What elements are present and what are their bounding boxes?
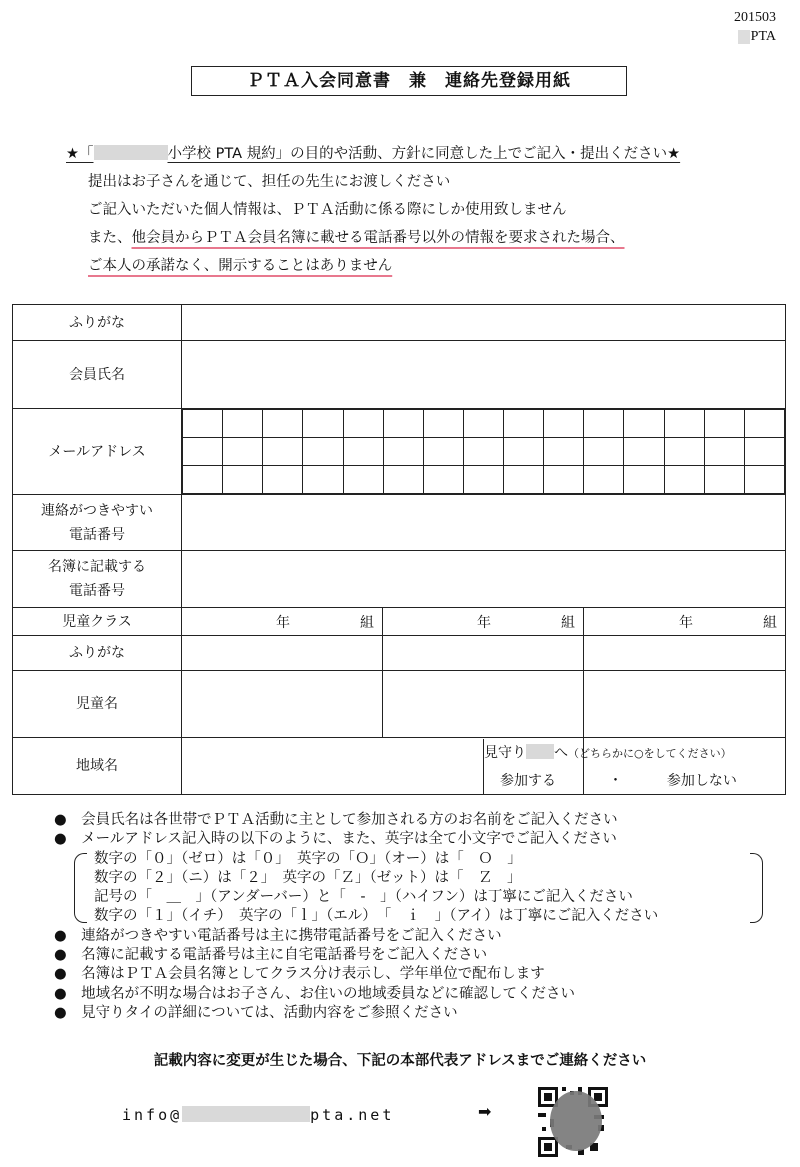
row-child-furigana bbox=[13, 636, 786, 671]
arrow-right-icon: ➡ bbox=[478, 1102, 492, 1121]
redacted-school-name bbox=[94, 145, 168, 160]
child-name-field-3[interactable] bbox=[584, 671, 786, 738]
child-furigana-field-1[interactable] bbox=[182, 636, 383, 671]
document-code bbox=[734, 8, 776, 46]
redacted-email-domain bbox=[182, 1106, 310, 1122]
note-item: ● 会員氏名は各世帯でＰＴＡ活動に主として参加される方のお名前をご記入ください bbox=[54, 812, 618, 828]
child-furigana-field-2[interactable] bbox=[383, 636, 584, 671]
child-furigana-field-3[interactable] bbox=[584, 636, 786, 671]
registration-form bbox=[12, 304, 786, 795]
document-code-org-label: PTA bbox=[750, 29, 776, 44]
member-name-label: 会員氏名 bbox=[13, 341, 182, 409]
row-email bbox=[13, 409, 786, 495]
page-title: ＰＴＡ入会同意書 兼 連絡先登録用紙 bbox=[191, 66, 627, 96]
row-furigana bbox=[13, 305, 786, 341]
mimamori-question: 見守り へ（どちらかに○をしてください） bbox=[484, 745, 732, 761]
furigana-label: ふりがな bbox=[13, 305, 182, 341]
note-subitem: 数字の「０」（ゼロ）は「０」 英字の「Ｏ」（オー）は「 Ｏ 」 bbox=[94, 850, 522, 867]
document-code-number: 201503 bbox=[734, 10, 776, 25]
directory-phone-label: 名簿に記載する 電話番号 bbox=[13, 551, 182, 608]
intro-privacy-underlined: 他会員からＰＴＡ会員名簿に載せる電話番号以外の情報を要求された場合、 bbox=[131, 230, 625, 246]
intro-text bbox=[66, 140, 766, 280]
child-name-field-1[interactable] bbox=[182, 671, 383, 738]
area-label: 地域名 bbox=[13, 738, 182, 795]
note-item: ● 名簿はＰＴＡ会員名簿としてクラス分け表示し、学年単位で配布します bbox=[54, 966, 545, 983]
qr-code[interactable] bbox=[536, 1085, 610, 1159]
option-join[interactable]: 参加する bbox=[500, 773, 556, 789]
directory-phone-field[interactable] bbox=[182, 551, 786, 608]
option-not-join[interactable]: 参加しない bbox=[666, 773, 737, 789]
contact-email[interactable] bbox=[122, 1106, 394, 1124]
child-class-field-2[interactable]: 年 組 bbox=[383, 608, 584, 636]
row-child-name bbox=[13, 671, 786, 738]
note-item: ● 名簿に記載する電話番号は主に自宅電話番号をご記入ください bbox=[54, 947, 488, 964]
child-name-field-2[interactable] bbox=[383, 671, 584, 738]
note-item: ● 連絡がつきやすい電話番号は主に携帯電話番号をご記入ください bbox=[54, 927, 502, 944]
intro-privacy-underlined-2: ご本人の承諾なく、開示することはありません bbox=[88, 258, 393, 274]
child-class-label: 児童クラス bbox=[13, 608, 182, 636]
intro-line-2: 提出はお子さんを通じて、担任の先生にお渡しください bbox=[88, 174, 451, 190]
note-subitem: 記号の「 ＿ 」（アンダーバー）と「 ‐ 」（ハイフン）は丁寧にご記入ください bbox=[94, 889, 633, 906]
note-subitem: 数字の「２」（ニ）は「２」 英字の「Ｚ」（ゼット）は「 Ｚ 」 bbox=[94, 869, 522, 886]
email-field[interactable] bbox=[182, 409, 786, 495]
left-bracket bbox=[74, 853, 87, 923]
email-grid[interactable] bbox=[182, 409, 785, 494]
note-item: ● 見守りタイの詳細については、活動内容をご参照ください bbox=[54, 1004, 458, 1021]
intro-line-5 bbox=[66, 252, 766, 280]
contact-phone-field[interactable] bbox=[182, 495, 786, 551]
row-contact-phone bbox=[13, 495, 786, 551]
area-divider bbox=[483, 739, 484, 795]
intro-line-4: また、他会員からＰＴＡ会員名簿に載せる電話番号以外の情報を要求された場合、 bbox=[88, 230, 625, 246]
furigana-field[interactable] bbox=[182, 305, 786, 341]
note-item: ● 地域名が不明な場合はお子さん、お住いの地域委員などに確認してください bbox=[54, 985, 576, 1002]
mimamori-choice[interactable] bbox=[484, 738, 786, 795]
intro-line-1 bbox=[66, 140, 766, 168]
contact-message: 記載内容に変更が生じた場合、下記の本部代表アドレスまでご連絡ください bbox=[153, 1053, 647, 1069]
member-name-field[interactable] bbox=[182, 341, 786, 409]
row-member-name bbox=[13, 341, 786, 409]
email-prefix: info@ bbox=[122, 1106, 183, 1124]
email-label: メールアドレス bbox=[13, 409, 182, 495]
row-child-class bbox=[13, 608, 786, 636]
redacted-mask bbox=[738, 30, 750, 44]
document-code-org bbox=[734, 27, 776, 46]
right-bracket bbox=[750, 853, 763, 923]
intro-agreement: ★「 小学校 PTA 規約」の目的や活動、方針に同意した上でご記入・提出ください★ bbox=[66, 146, 681, 162]
note-subitem: 数字の「１」（イチ） 英字の「ｌ」（エル） 「 ｉ 」（アイ）は丁寧にご記入ください bbox=[94, 908, 659, 925]
notes-list bbox=[54, 811, 784, 1023]
contact-phone-label: 連絡がつきやすい 電話番号 bbox=[13, 495, 182, 551]
mimamori-options: 参加する ・ 参加しない bbox=[500, 773, 737, 789]
email-suffix: pta.net bbox=[310, 1106, 395, 1124]
child-name-label: 児童名 bbox=[13, 671, 182, 738]
note-item: ● メールアドレス記入時の以下のように、また、英字は全て小文字でご記入ください bbox=[54, 831, 617, 848]
child-furigana-label: ふりがな bbox=[13, 636, 182, 671]
redacted-mimamori-name bbox=[526, 744, 554, 759]
row-directory-phone bbox=[13, 551, 786, 608]
intro-line-3: ご記入いただいた個人情報は、ＰＴＡ活動に係る際にしか使用致しません bbox=[88, 202, 567, 218]
child-class-field-1[interactable]: 年 組 bbox=[182, 608, 383, 636]
child-class-field-3[interactable]: 年 組 bbox=[584, 608, 786, 636]
area-field-extension bbox=[383, 740, 483, 794]
